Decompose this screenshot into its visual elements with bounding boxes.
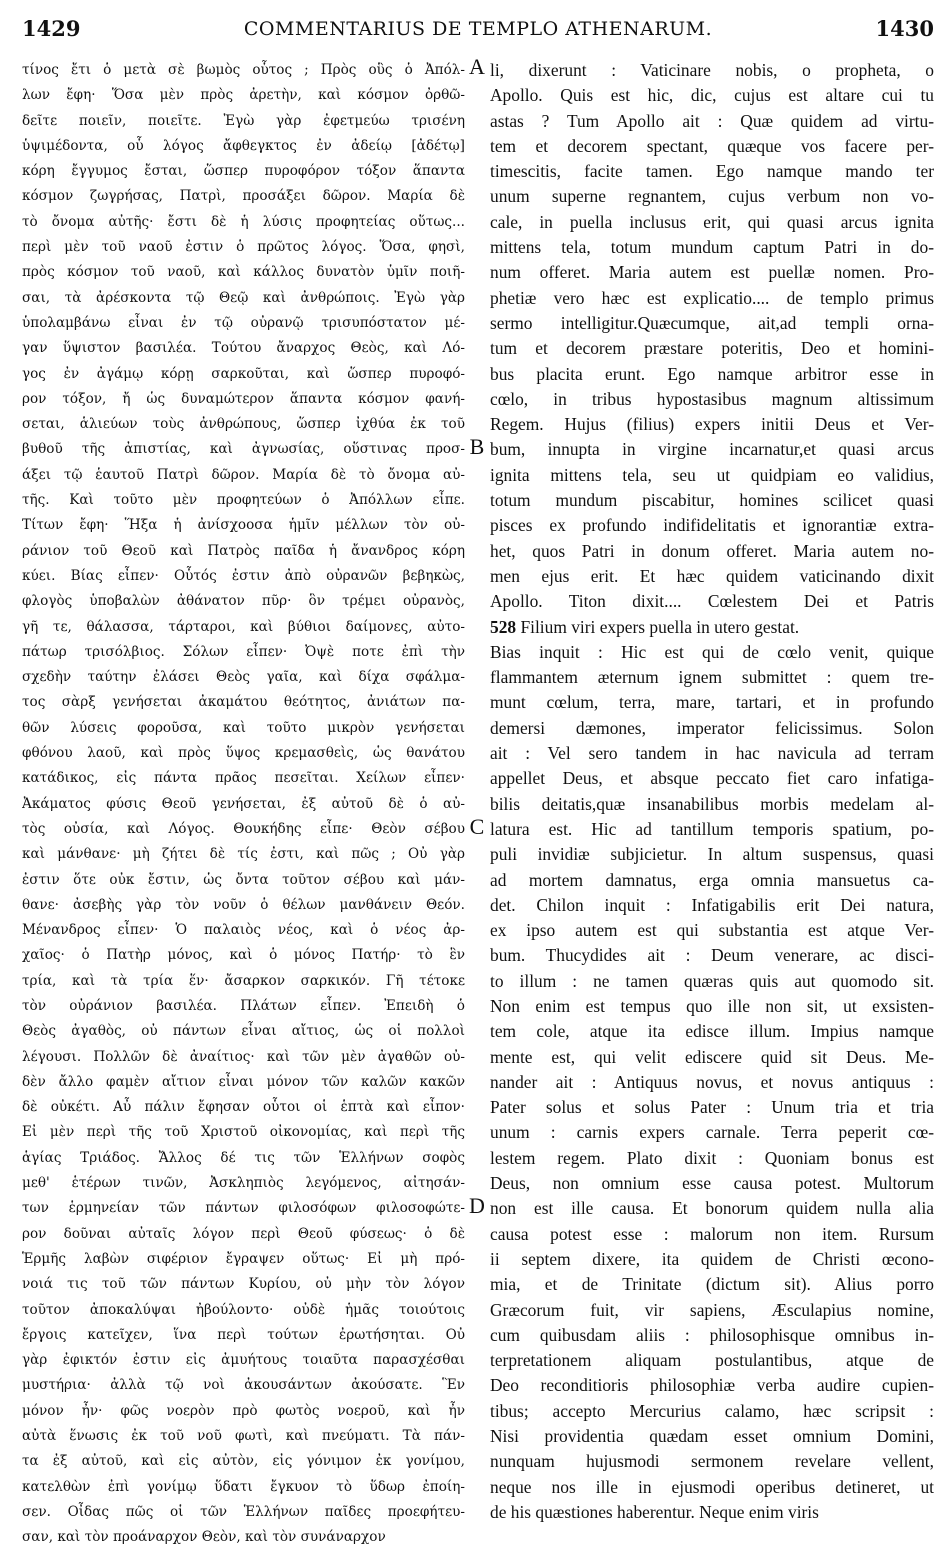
text-line: Μένανδρος εἶπεν· Ὁ παλαιὸς νέος, καὶ ὁ νέος ἀρ- (22, 922, 465, 939)
text-line: τὸς οὐσία, καὶ Λόγος. Θουκήδης εἶπε· Θεὸν σέβου (22, 820, 465, 837)
text-line: ignita mittens tela, seu ut quidpiam eo validius, (490, 464, 934, 485)
text-line: nunquam hujusmodi sermonem revelare vellent, (490, 1451, 934, 1472)
text-line: ρον τόξον, ἤ ὡς δυναμώτερον ἅπαντα κόσμον φανή- (22, 390, 465, 407)
text-line: demersi dæmones, imperator felicissimus. Solon (490, 717, 934, 738)
text-line: ἁγίας Τριάδος. Ἄλλος δέ τις τῶν Ἑλλήνων σοφὸς (22, 1149, 465, 1166)
text-line: σεται, ἁλιεύων τοὺς ἀνθρώπους, ὥσπερ ἰχθύα ἐκ τοῦ (22, 416, 465, 433)
section-marker-a: A (469, 54, 485, 79)
text-line: ἐστιν ὅτε οὐκ ἔστιν, ὡς ὄντα τοῦτον σέβου καὶ μάν- (22, 871, 465, 888)
text-line: cœlo, in tribus hypostasibus magnum altissimum (490, 388, 934, 409)
text-line: ad mortem damnatus, erga omnia mansuetus ca- (490, 869, 934, 890)
text-line: ait : Vel sero tandem in hac navicula ad terram (490, 743, 934, 764)
text-line: κόσμον ζωγρήσας, Πατρὶ, προσάξει δῶρον. Μαρία δὲ (22, 188, 465, 205)
text-line: Non enim est tempus quo ille non sit, ut exsisten- (490, 995, 934, 1016)
text-line: σεν. Οἶδας πῶς οἱ τῶν Ἑλλήνων παῖδες προεφήτευ- (22, 1503, 465, 1520)
text-line: σχεδὴν ταύτην ἐλάσει Θεὸς γαῖα, καὶ δίχα σφάλμα- (22, 669, 465, 686)
text-line: ὑψιμέδοντα, οὗ λόγος ἄφθεγκτος ἐν ἀδείῳ [ἀδέτῳ] (22, 137, 465, 154)
text-line: mente est, qui velit ediscere quid sit Deus. Me- (490, 1046, 934, 1067)
text-line: pisces ex profundo indifidelitatis et ignorantiæ extra- (490, 515, 934, 536)
section-marker-d: D (469, 1193, 485, 1218)
text-line: καὶ μάνθανε· μὴ ζήτει δὲ τίς ἐστι, καὶ πῶς ; Οὐ γὰρ (22, 846, 465, 863)
text-line: φλογὸς ὑποβαλὼν ἀθάνατον πῦρ· ὃν τρέμει οὐρανὸς, (22, 593, 465, 610)
text-line: γῆ τε, θάλασσα, τάρταροι, καὶ βύθιοι δαίμονες, αὐτο- (22, 618, 465, 635)
text-line: άξει τῷ ἑαυτοῦ Πατρὶ δῶρον. Μαρία δὲ τὸ ὄνομα αὐ- (22, 466, 465, 483)
text-line: τὸν οὐράνιον βασιλέα. Πλάτων εἶπεν. Ἐπειδὴ ὁ (22, 997, 465, 1014)
text-line: δὲ οὐκέτι. Αὖ πάλιν ἔφησαν οὗτοι οἱ ἑπτὰ καὶ εἶπον· (22, 1099, 465, 1116)
text-line: κατελθὼν ἐπὶ γονίμῳ ὕδατι ἔγκυον τὸ ὕδωρ ἐποίη- (22, 1478, 465, 1495)
text-line: νοιά τις τοῦ τῶν πάντων Κυρίου, οὐ μὴν τὸν λόγον (22, 1276, 465, 1293)
text-line: γὰρ ἐφικτόν ἐστιν εἰς ἀμυήτους τοιαῦτα παρασχέσθαι (22, 1352, 465, 1369)
text-line (490, 615, 934, 640)
text-line: πάτωρ τρισόλβιος. Σόλων εἶπεν· Ὀψὲ ποτε ἐπὶ τὴν (22, 643, 465, 660)
text-line: neque nos ille in ejusmodi operibus detineret, ut (490, 1476, 934, 1497)
text-line: terpretationem aliquam postulantibus, atque de (490, 1350, 934, 1371)
text-line: Apollo. Quis est hic, dic, cujus est altare cui tu (490, 85, 934, 106)
text-line: lestem regem. Plato dixit : Quoniam bonus est (490, 1147, 934, 1168)
text-line: φθόνου λαοῦ, καὶ πρὸς ὕψος κρεμασθεὶς, ὡς θανάτου (22, 745, 465, 762)
text-line: flammantem æternum ignem submittet : quem tre- (490, 667, 934, 688)
text-line: mittens tela, totum mundum captum Patri in do- (490, 237, 934, 258)
text-line: θανε· ἀσεβὴς γὰρ τὸν νοῦν ὁ θέλων μανθάνειν Θεόν. (22, 896, 465, 913)
text-line: unum superne regnantem, cujus verbum non vo- (490, 186, 934, 207)
text-line: μυστήρια· ἀλλὰ τῷ νοὶ ἀκουσάντων ἀκούσατε. Ἓν (22, 1377, 465, 1394)
page-header (22, 16, 934, 46)
text-line: θῶν λύσεις φοροῦσα, καὶ τοῦτο μικρὸν γενήσεται (22, 719, 465, 736)
text-line: ex ipso autem est qui substantia est atque Ver- (490, 920, 934, 941)
text-line: sermo intelligitur.Quæcumque, ait,ad templi orna- (490, 312, 934, 333)
text-line: αὐτὰ ἕνωσις ἐκ τοῦ νοῦ φωτὶ, καὶ πνεύματι. Τὰ πάν- (22, 1428, 465, 1445)
text-line: causa potest esse : malorum non item. Rursum (490, 1223, 934, 1244)
column-number: 528 (490, 616, 517, 637)
text-line: τῆς. Καὶ τοῦτο μὲν προφητεύων ὁ Ἀπόλλων εἶπε. (22, 492, 465, 509)
text-line: Bias inquit : Hic est qui de cœlo venit, quique (490, 641, 934, 662)
text-line: det. Chilon inquit : Infatigabilis erit Dei natura, (490, 894, 934, 915)
text-line: bum, innupta in virgine incarnatur,et quasi arcus (490, 439, 934, 460)
text-line: Ἀκάματος φύσις Θεοῦ γενήσεται, ἐξ αὐτοῦ δὲ ὁ αὐ- (22, 795, 465, 812)
text-line: ii septem dixere, ita quidem de Christi œcono- (490, 1248, 934, 1269)
text-line: bus placita erunt. Ego namque arbitror esse in (490, 363, 934, 384)
text-line: Deus, non omnium esse causa potest. Multorum (490, 1173, 934, 1194)
text-line: tibus; accepto Mercurius calamo, hæc scripsit : (490, 1400, 934, 1421)
text-line: Pater solus et solus Pater : Unum tria et tria (490, 1097, 934, 1118)
text-line: appellet Deus, et absque peccato fiet caro infatiga- (490, 768, 934, 789)
text-line: cale, in puella inclusus erit, qui quasi arcus ignita (490, 211, 934, 232)
text-line: λέγουσι. Πολλῶν δὲ ἀναίτιος· καὶ τῶν μὲν ἀγαθῶν οὐ- (22, 1048, 465, 1065)
text-line: tem et decorem spectant, quæque vos facere per- (490, 135, 934, 156)
text-line: κατάδικος, εἰς πάντα πρᾶος πεσεῖται. Χείλων εἶπεν· (22, 770, 465, 787)
text-line: latura est. Hic ad tantillum temporis spatium, po- (490, 818, 934, 839)
text-line: ρον δοῦναι αὐταῖς λόγον περὶ Θεοῦ φύσεως· ὁ δὲ (22, 1225, 465, 1242)
text-line: Apollo. Titon dixit.... Cœlestem Dei et Patris (490, 591, 934, 612)
text-line: astas ? Tum Apollo ait : Quæ quidem ad virtu- (490, 110, 934, 131)
text-line: μεθ' ἑτέρων τινῶν, Ἀσκληπιὸς λεγόμενος, αἰτησάν- (22, 1175, 465, 1192)
text-line: unum : carnis expers carnale. Terra peperit cœ- (490, 1122, 934, 1143)
text-line: Εἰ μὲν περὶ τῆς τοῦ Χριστοῦ οἰκονομίας, καὶ περὶ τῆς (22, 1124, 465, 1141)
page-number-left: 1429 (22, 16, 81, 41)
text-line: Θεὸς ἀγαθὸς, οὐ πάντων εἶναι αἴτιος, ὡς οἱ πολλοὶ (22, 1023, 465, 1040)
text-line: totum mundum piscabitur, homines scilicet quasi (490, 490, 934, 511)
text-line: κόρη ἔγγυμος ἔσται, ὥσπερ πυροφόρον τόξον ἅπαντα (22, 163, 465, 180)
text-line: περὶ μὲν τοῦ ναοῦ ἐστιν ὁ πρῶτος λόγος. Ὅσα, φησὶ, (22, 239, 465, 256)
text-line: τίνος ἔτι ὁ μετὰ σὲ βωμὸς οὗτος ; Πρὸς οὓς ὁ Ἀπόλ- (22, 62, 465, 78)
line-text: Filium viri expers puella in utero gestat. (520, 616, 800, 637)
section-marker-b: B (469, 434, 485, 459)
text-line: δεῖτε ποιεῖν, ποιεῖτε. Ἐγὼ γὰρ ἐφετμεύω τρισένη (22, 112, 465, 129)
text-line: ράνιον τοῦ Θεοῦ καὶ Πατρὸς παῖδα ἡ ἄνανδρος κόρη (22, 542, 465, 559)
text-line: phetiæ vero hæc est explicatio.... de templo primus (490, 287, 934, 308)
text-line: tem cole, atque ita edisce illum. Impius namque (490, 1021, 934, 1042)
text-line: δὲν ἄλλο φαμὲν αἴτιον εἶναι μόνον τῶν καλῶν κακῶν (22, 1073, 465, 1090)
text-line: to illum : ne tamen quæras quis aut quomodo sit. (490, 970, 934, 991)
text-line: των ἑρμηνείαν τῶν πάντων φιλοσόφων φιλοσοφώτε- (22, 1200, 465, 1217)
text-line: ἔργοις κατεῖχεν, ἵνα περὶ τούτων ἐρωτήσηται. Οὐ (22, 1326, 465, 1343)
text-line: puli invidiæ subjicietur. In altum suspensus, quasi (490, 844, 934, 865)
text-line: χαῖος· ὁ Πατὴρ μόνος, καὶ ὁ μόνος Πατήρ· τὸ ἓν (22, 947, 465, 964)
latin-column (490, 58, 934, 1525)
text-line: γαν ὕψιστον βασιλέα. Τούτου ἄναρχος Θεὸς, καὶ Λό- (22, 340, 465, 357)
text-line: λων ἔφη· Ὅσα μὲν πρὸς ἀρετὴν, καὶ κόσμον ὀρθῶ- (22, 87, 465, 104)
text-line: κύει. Βίας εἶπεν· Οὗτός ἐστιν ἀπὸ οὐρανῶν βεβηκὼς, (22, 567, 465, 584)
text-line: Ἑρμῆς λαβὼν σιφέριον ἔγραψεν οὕτως· Εἰ μὴ πρό- (22, 1250, 465, 1267)
text-line: non est ille causa. Et bonorum quidem nulla alia (490, 1198, 934, 1219)
text-line: Deo reconditioris philosophiæ verba audire cupien- (490, 1375, 934, 1396)
section-marker-c: C (469, 814, 485, 839)
text-line: μόνον ἦν· φῶς νοερὸν πρὸ φωτὸς νοεροῦ, καὶ ἦν (22, 1402, 465, 1419)
text-line: Τίτων ἔφη· Ἥξα ἡ ἀνίσχοοσα ἡμῖν μέλλων τὸν οὐ- (22, 517, 465, 534)
text-line: πρὸς κόσμον τοῦ ναοῦ, καὶ κάλλος δυνατὸν ὑμῖν ποιῆ- (22, 264, 465, 281)
page-number-right: 1430 (875, 16, 934, 41)
text-line: nander ait : Antiquus novus, et novus antiquus : (490, 1071, 934, 1092)
text-line: γος ἐν ἀγάμῳ κόρῃ σαρκοῦται, καὶ ὥσπερ πυροφό- (22, 365, 465, 382)
text-line: ὑπολαμβάνω εἶναι ἐν τῷ οὐρανῷ τρισυπόστατον μέ- (22, 314, 465, 331)
text-line: mia, et de Trinitate (dictum sit). Alius porro (490, 1274, 934, 1295)
text-line: τοῦτον ἀποκαλύψαι ἠβούλοντο· οὐδὲ ἡμᾶς τοιούτοις (22, 1301, 465, 1318)
text-line: σαν, καὶ τὸν προάναρχον Θεὸν, καὶ τὸν συνάναρχον (22, 1529, 386, 1546)
text-line: τρία, καὶ τὰ τρία ἕν· ἄσαρκον σαρκικόν. Γῆ τέτοκε (22, 972, 465, 989)
text-line: Nisi providentia quædam esset omnium Domini, (490, 1426, 934, 1447)
text-line: bum. Thucydides ait : Deum venerare, ac disci- (490, 945, 934, 966)
text-line: σαι, τὰ ἀρέσκοντα τῷ Θεῷ καὶ ἀνθρώποις. Ἐγὼ γὰρ (22, 289, 465, 306)
running-title: COMMENTARIUS DE TEMPLO ATHENARUM. (243, 18, 713, 40)
text-line: bilis deitatis,quæ insanabilibus morbis medelam al- (490, 793, 934, 814)
greek-column (22, 58, 465, 1551)
text-line: li, dixerunt : Vaticinare nobis, o propheta, o (490, 60, 934, 80)
text-line: Regem. Hujus (filius) expers initii Deus et Ver- (490, 414, 934, 435)
text-line: τὸ ὄνομα αὐτῆς· ἔστι δὲ ἡ λύσις προφητείας οὕτως... (22, 213, 465, 230)
text-line: τος σὰρξ γενήσεται ἀκαμάτου θεότητος, ἀνιάτων πα- (22, 694, 465, 711)
text-line: tum et decorem præstare poteritis, Deo et homini- (490, 338, 934, 359)
text-line: num offeret. Maria autem est puellæ nomen. Pro- (490, 262, 934, 283)
text-line: Græcorum fuit, vir sapiens, Æsculapius nomine, (490, 1299, 934, 1320)
text-line: het, quos Patri in donum offeret. Maria autem no- (490, 540, 934, 561)
text-line: cum quibusdam aliis : philosophisque omnibus in- (490, 1324, 934, 1345)
text-line: βυθοῦ τῆς ἀπιστίας, καὶ ἀγνωσίας, οὕστινας προσ- (22, 441, 465, 458)
text-line: men ejus erit. Et hæc quidem vaticinando dixit (490, 565, 934, 586)
text-line: τα ἐξ αὐτοῦ, καὶ εἰς αὐτὸν, εἰς γόνιμον ἐκ γονίμου, (22, 1453, 465, 1470)
text-line: de his quæstiones haberentur. Neque enim viris (490, 1501, 819, 1522)
text-line: munt cœlum, terra, mare, tartari, et in profundo (490, 692, 934, 713)
text-line: timescitis, facite tamen. Ego namque mando ter (490, 161, 934, 182)
